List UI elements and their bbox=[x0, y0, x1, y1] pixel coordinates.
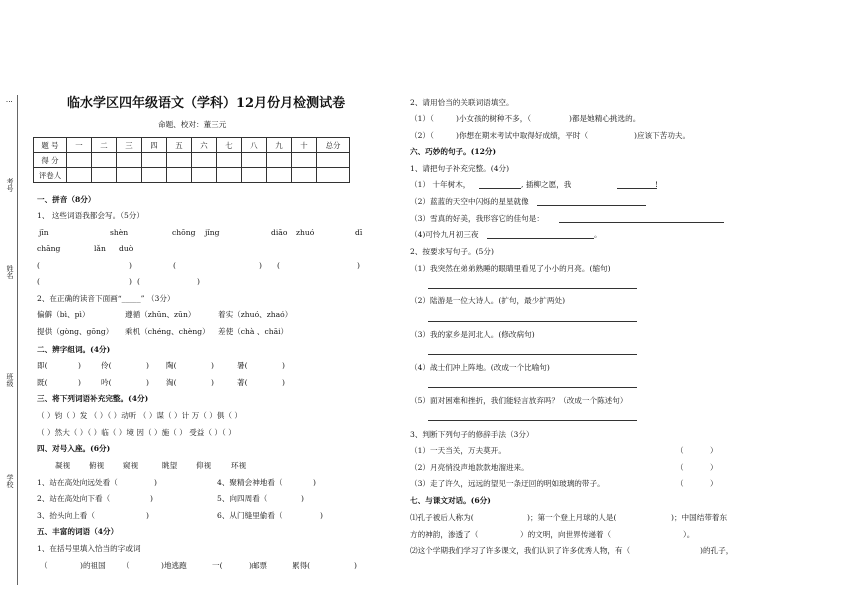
char-item: 既( bbox=[37, 378, 48, 387]
answer-line[interactable] bbox=[428, 321, 637, 322]
match-item: 3、抬头向上看（ bbox=[37, 511, 95, 520]
answer-line[interactable] bbox=[428, 354, 637, 355]
fill-item[interactable]: )的祖国 bbox=[80, 561, 106, 570]
r-text: ⑵这个学期我们学习了许多课文，我们认识了许多优秀人物，有（ bbox=[410, 546, 631, 555]
score-table bbox=[33, 137, 350, 183]
match-paren[interactable]: ) bbox=[301, 494, 304, 503]
author-line: 命题、校对：董三元 bbox=[158, 120, 227, 129]
margin-xuexiao: 学校 bbox=[6, 474, 14, 488]
paren: ) bbox=[197, 277, 200, 286]
section-4-heading: 四、对号入座。(6分) bbox=[37, 444, 111, 453]
paren: ( bbox=[37, 277, 40, 286]
answer-line[interactable] bbox=[428, 288, 637, 289]
r-text: （4）战士们冲上阵地。(改成一个比喻句) bbox=[410, 363, 550, 372]
paren: ( bbox=[277, 261, 280, 270]
paren: ) bbox=[129, 277, 132, 286]
score-header-row bbox=[34, 138, 350, 153]
page-title: 临水学区四年级语文（学科）12月份月检测试卷 bbox=[67, 96, 346, 111]
section-5-heading: 五、丰富的词语（4分） bbox=[37, 527, 119, 536]
answer-line[interactable] bbox=[428, 387, 637, 388]
score-header-cell: 九 bbox=[267, 138, 292, 153]
word-option: 眺望 bbox=[162, 461, 178, 470]
r-text[interactable]: )的孔子， bbox=[700, 546, 734, 555]
r-text: （2）陆游是一位大诗人。(扩句，最少扩两处) bbox=[410, 296, 566, 305]
r-text: ⑴孔子被后人称为( bbox=[410, 513, 474, 522]
match-paren[interactable]: ) bbox=[154, 478, 157, 487]
r-text: （2）蓝蓝的天空中闪烁的星星就像 bbox=[410, 197, 529, 206]
r-text: （1）一天当关，万夫莫开。 bbox=[410, 446, 506, 455]
score-row bbox=[34, 153, 350, 168]
reading-option[interactable]: 遵循（zhūn、zūn） bbox=[125, 310, 196, 319]
r-text[interactable]: )你想在期末考试中取得好成绩，平时（ bbox=[456, 131, 589, 140]
char-item: 著( bbox=[237, 378, 248, 387]
s1-q1: 1、 这些词语我都会写。（5分） bbox=[37, 211, 144, 220]
grader-cell[interactable] bbox=[267, 168, 292, 183]
blank-line[interactable] bbox=[487, 238, 594, 239]
blank-line[interactable] bbox=[479, 188, 521, 189]
pinyin: diāo bbox=[271, 228, 288, 237]
grader-row bbox=[34, 168, 350, 183]
char-item: 暑( bbox=[237, 361, 248, 370]
r-text: （1）我突然在弟弟熟睡的眼睛里看见了小小的月亮。(缩句) bbox=[410, 264, 611, 273]
blank-line[interactable] bbox=[632, 188, 657, 189]
score-header-cell: 五 bbox=[167, 138, 192, 153]
r-text: （2）（ bbox=[410, 131, 434, 140]
score-row-label: 得 分 bbox=[34, 153, 67, 168]
match-item: 4、聚精会神地看（ bbox=[217, 478, 283, 487]
blank-line[interactable] bbox=[559, 222, 724, 223]
char-item: 即( bbox=[37, 361, 48, 370]
grader-cell[interactable] bbox=[317, 168, 350, 183]
reading-option[interactable]: 偏僻（bì、pì） bbox=[37, 310, 90, 319]
score-cell[interactable] bbox=[317, 153, 350, 168]
r-text: （1）（ bbox=[410, 114, 434, 123]
match-item: 6、从门缝里偷看（ bbox=[217, 511, 283, 520]
fill-item[interactable]: )地逃跑 bbox=[161, 561, 187, 570]
word-option: 环视 bbox=[231, 461, 247, 470]
score-cell[interactable] bbox=[292, 153, 317, 168]
r-text: （5）面对困难和挫折，我们能轻言放弃吗？（改成一个陈述句） bbox=[410, 396, 628, 405]
score-cell[interactable] bbox=[242, 153, 267, 168]
paren: ) bbox=[357, 261, 360, 270]
fill-paren: 一( bbox=[212, 561, 223, 570]
judge-paren[interactable]: ） bbox=[710, 479, 718, 488]
r-text: （3）雪真的好美，我形容它的佳句是： bbox=[410, 214, 544, 223]
s5-q1: 1、在括号里填入恰当的字或词 bbox=[37, 544, 141, 553]
r-text[interactable]: ）。 bbox=[683, 530, 695, 539]
section-2-heading: 二、辨字组词。(4分) bbox=[37, 345, 111, 354]
judge-paren[interactable]: ） bbox=[710, 446, 718, 455]
judge-paren[interactable]: ） bbox=[710, 463, 718, 472]
grader-cell[interactable] bbox=[292, 168, 317, 183]
score-header-cell: 八 bbox=[242, 138, 267, 153]
r-text[interactable]: )小女孩的树种不多，（ bbox=[456, 114, 532, 123]
pinyin: chōng bbox=[172, 228, 196, 237]
r-text: （3）走了许久，远远的望见一条迂回的明如玻璃的带子。 bbox=[410, 479, 605, 488]
fill-item[interactable]: )邮票 bbox=[249, 561, 268, 570]
r-text[interactable]: )都是她精心挑选的。 bbox=[569, 114, 641, 123]
match-item: 1、站在高处向远处看（ bbox=[37, 478, 118, 487]
grader-cell[interactable] bbox=[167, 168, 192, 183]
section-7-heading: 七、与课文对话。(6分) bbox=[410, 496, 491, 505]
period-mark: 。 bbox=[594, 230, 602, 239]
r-text: , 插柳之愿，我 bbox=[521, 180, 572, 189]
paren: ( bbox=[173, 261, 176, 270]
char-paren[interactable]: ) bbox=[146, 378, 149, 387]
reading-option[interactable]: 乘机（chéng、chèng） bbox=[125, 327, 210, 336]
word-option: 窥视 bbox=[123, 461, 139, 470]
grader-cell[interactable] bbox=[92, 168, 117, 183]
score-cell[interactable] bbox=[142, 153, 167, 168]
pinyin: duò bbox=[119, 244, 134, 253]
word-option: 俯视 bbox=[89, 461, 105, 470]
char-item: 伶( bbox=[101, 361, 112, 370]
paren: ( bbox=[137, 277, 140, 286]
margin-dots: ⋮ bbox=[5, 98, 13, 105]
grader-cell[interactable] bbox=[217, 168, 242, 183]
r-q2: 2、请用恰当的关联词语填空。 bbox=[410, 98, 514, 107]
word-option: 凝视 bbox=[55, 461, 71, 470]
word-option: 仰视 bbox=[196, 461, 212, 470]
char-paren[interactable]: ) bbox=[211, 361, 214, 370]
fill-paren: （ bbox=[40, 561, 48, 570]
grader-cell[interactable] bbox=[242, 168, 267, 183]
paren: ) bbox=[129, 261, 132, 270]
score-header-cell: 十 bbox=[292, 138, 317, 153]
score-cell[interactable] bbox=[92, 153, 117, 168]
score-header-cell: 二 bbox=[92, 138, 117, 153]
r-text: （2）月亮悄没声地款款地溜进来。 bbox=[410, 463, 529, 472]
char-paren[interactable]: ) bbox=[211, 378, 214, 387]
score-cell[interactable] bbox=[192, 153, 217, 168]
grader-row-label: 评卷人 bbox=[34, 168, 67, 183]
score-header-cell: 题 号 bbox=[34, 138, 67, 153]
paren: ( bbox=[37, 261, 40, 270]
grader-cell[interactable] bbox=[192, 168, 217, 183]
match-item: 5、向四周看（ bbox=[217, 494, 268, 503]
margin-kaohao: 考号 bbox=[6, 178, 14, 192]
grader-cell[interactable] bbox=[142, 168, 167, 183]
r-text[interactable]: ）的文明，向世界传递着（ bbox=[520, 530, 612, 539]
pinyin: chāng bbox=[37, 244, 61, 253]
fill-item[interactable]: ) bbox=[354, 561, 357, 570]
margin-banji: 班级 bbox=[6, 373, 14, 387]
grader-cell[interactable] bbox=[117, 168, 142, 183]
idiom-row[interactable]: （ ）然大（ ）（ ）临（ ）境 因（ ）施（ ） 受益（ ）（ ） bbox=[37, 428, 236, 437]
char-paren[interactable]: ) bbox=[78, 361, 81, 370]
match-paren[interactable]: ) bbox=[150, 494, 153, 503]
match-paren[interactable]: ) bbox=[313, 478, 316, 487]
r-text: （1） 十年树木， bbox=[410, 180, 471, 189]
blank-line[interactable] bbox=[537, 205, 646, 206]
pinyin: jīn bbox=[39, 228, 49, 237]
pinyin: zhuó bbox=[296, 228, 315, 237]
judge-paren[interactable]: （ bbox=[676, 479, 684, 488]
answer-line[interactable] bbox=[428, 420, 637, 421]
match-paren[interactable]: ) bbox=[146, 511, 149, 520]
char-item: 吟( bbox=[101, 378, 112, 387]
match-paren[interactable]: ) bbox=[320, 511, 323, 520]
r-text[interactable]: )；第一个登上月球的人是( bbox=[527, 513, 617, 522]
score-header-cell: 三 bbox=[117, 138, 142, 153]
section-3-heading: 三、将下列词语补充完整。(4分) bbox=[37, 394, 149, 403]
s1-q2: 2、在正确的读音下面画“_____” （3分） bbox=[37, 294, 175, 303]
grader-cell[interactable] bbox=[67, 168, 92, 183]
pinyin: dī bbox=[355, 228, 363, 237]
r-text[interactable]: )应该下苦功夫。 bbox=[634, 131, 691, 140]
r-s6q3: 3、判断下列句子的修辞手法（3分） bbox=[410, 430, 534, 439]
pinyin: jǐng bbox=[205, 228, 220, 237]
score-header-cell: 四 bbox=[142, 138, 167, 153]
char-paren[interactable]: ) bbox=[146, 361, 149, 370]
score-header-cell: 一 bbox=[67, 138, 92, 153]
score-header-cell: 七 bbox=[217, 138, 242, 153]
char-paren[interactable]: ) bbox=[282, 378, 285, 387]
section-6-heading: 六、巧妙的句子。(12分) bbox=[410, 147, 497, 156]
reading-option[interactable]: 提供（gòng、gōng） bbox=[37, 327, 114, 336]
char-item: 陶( bbox=[166, 361, 177, 370]
judge-paren[interactable]: （ bbox=[676, 463, 684, 472]
reading-option[interactable]: 差使（chà 、chāi） bbox=[218, 327, 289, 336]
r-s6q2: 2、按要求写句子。(5分) bbox=[410, 247, 494, 256]
char-item: 淘( bbox=[166, 378, 177, 387]
char-paren[interactable]: ) bbox=[78, 378, 81, 387]
r-s6q1: 1、请把句子补充完整。(4分) bbox=[410, 164, 510, 173]
r-text: （4)可怜九月初三夜 bbox=[410, 230, 479, 239]
r-text: 方的神韵，渗透了（ bbox=[410, 530, 479, 539]
paren: ) bbox=[259, 261, 262, 270]
score-cell[interactable] bbox=[167, 153, 192, 168]
score-header-cell: 六 bbox=[192, 138, 217, 153]
reading-option[interactable]: 着实（zhuó、zhaó） bbox=[218, 310, 293, 319]
score-cell[interactable] bbox=[217, 153, 242, 168]
score-header-cell: 总分 bbox=[317, 138, 350, 153]
pinyin: shèn bbox=[110, 228, 129, 237]
r-text[interactable]: )；中国结带着东 bbox=[671, 513, 728, 522]
exclaim-mark: ! bbox=[655, 180, 659, 189]
margin-xingming: 姓名 bbox=[6, 265, 14, 279]
fill-paren: 累得( bbox=[292, 561, 311, 570]
idiom-row[interactable]: （ ）钧（ ）发 （ ）（ ）动听 （ ）谋（ ）计 万（ ）俱（ ） bbox=[37, 411, 242, 420]
r-text: （3）我的家乡是河北人。(修改病句) bbox=[410, 330, 535, 339]
score-cell[interactable] bbox=[117, 153, 142, 168]
char-paren[interactable]: ) bbox=[282, 361, 285, 370]
fill-paren: （ bbox=[122, 561, 130, 570]
score-cell[interactable] bbox=[67, 153, 92, 168]
judge-paren[interactable]: （ bbox=[676, 446, 684, 455]
score-cell[interactable] bbox=[267, 153, 292, 168]
match-item: 2、站在高处向下看（ bbox=[37, 494, 111, 503]
pinyin: lǎn bbox=[94, 244, 106, 253]
section-1-heading: 一、拼音（8分） bbox=[37, 195, 96, 204]
